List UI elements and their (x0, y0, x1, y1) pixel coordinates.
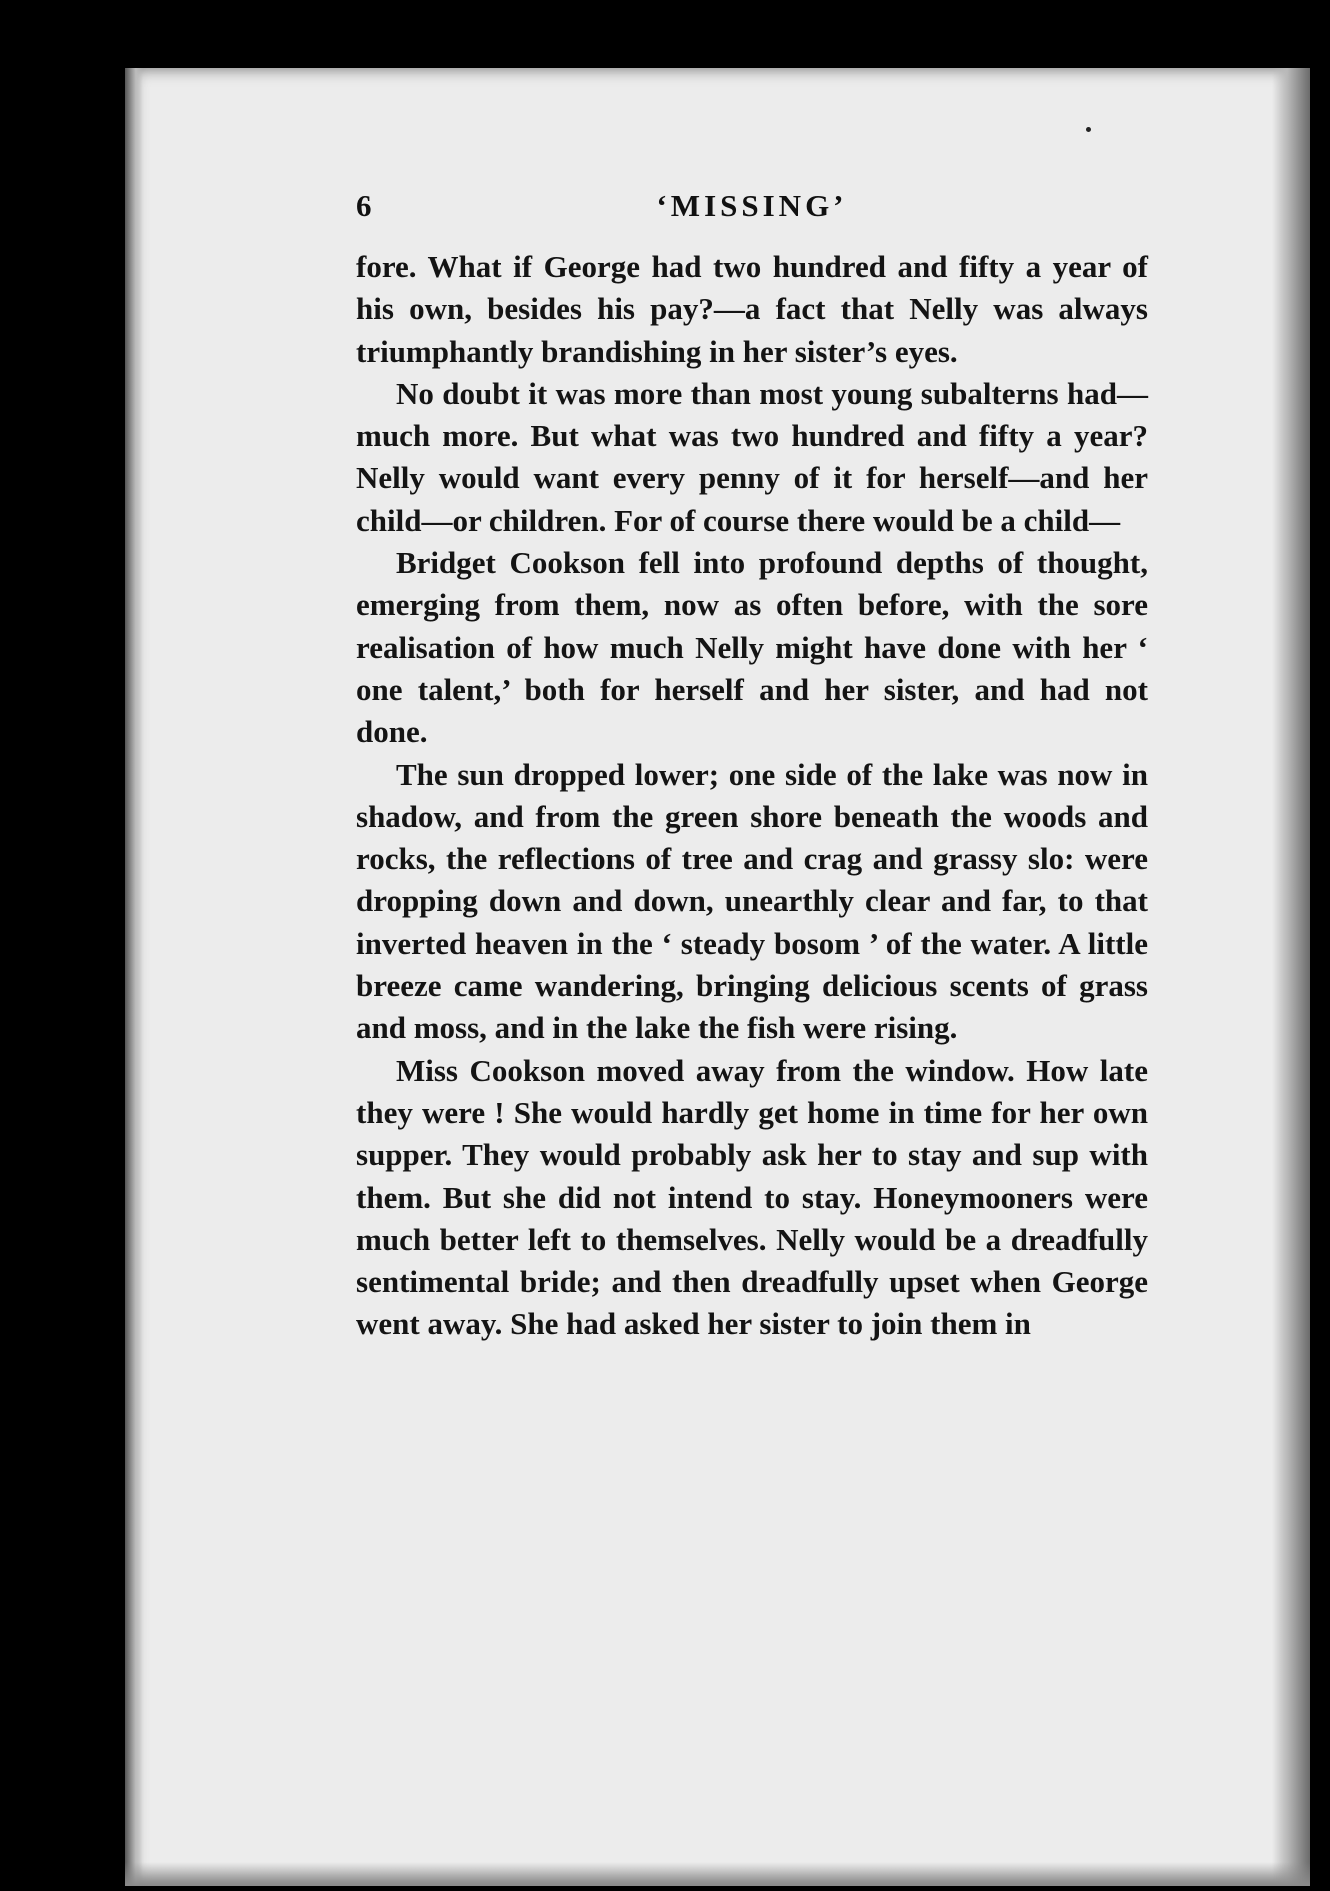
page-bottom-edge (125, 1862, 1310, 1886)
page-header (356, 188, 1148, 232)
scan-speck (1086, 127, 1091, 132)
paragraph: No doubt it was more than most young subalterns had—much more. But what was two hundred and fifty a year? Nelly would want every penny of it for herself—and her child—or children. For of course there would be a child— (356, 375, 1148, 538)
paragraph: Bridget Cookson fell into profound depths of thought, emerging from them, now as often before, with the sore realisation of how much Nelly might have done with her ‘ one talent,’ both for herself and her sister, and had not done. (356, 545, 1148, 750)
paragraph: Miss Cookson moved away from the window. How late they were ! She would hardly get home in time for her own supper. They would probably ask her to stay and sup with them. But she did not intend to stay. Honeymooners were much better left to themselves. Nelly would be a dreadfully sentimental bride; and then dreadfully upset when George went away. She had asked her sister to join them in (356, 1052, 1148, 1342)
body-text (356, 246, 1148, 1346)
running-title: ‘MISSING’ (656, 188, 848, 223)
page-binding-edge (125, 68, 143, 1886)
paragraph: The sun dropped lower; one side of the lake was now in shadow, and from the green shore beneath the woods and rocks, the reflections of tree and crag and grassy slo: were dropping down and down, unearthly clear and far, to that inverted heaven in the ‘ steady bosom ’ of the water. A little breeze came wandering, bringing delicious scents of grass and moss, and in the lake the fish were rising. (356, 756, 1148, 1046)
paragraph: fore. What if George had two hundred and fifty a year of his own, besides his pay?—a fact that Nelly was always triumphantly brandishing in her sister’s eyes. (356, 249, 1148, 369)
page-number: 6 (356, 188, 372, 223)
page-fore-edge (1272, 68, 1310, 1886)
